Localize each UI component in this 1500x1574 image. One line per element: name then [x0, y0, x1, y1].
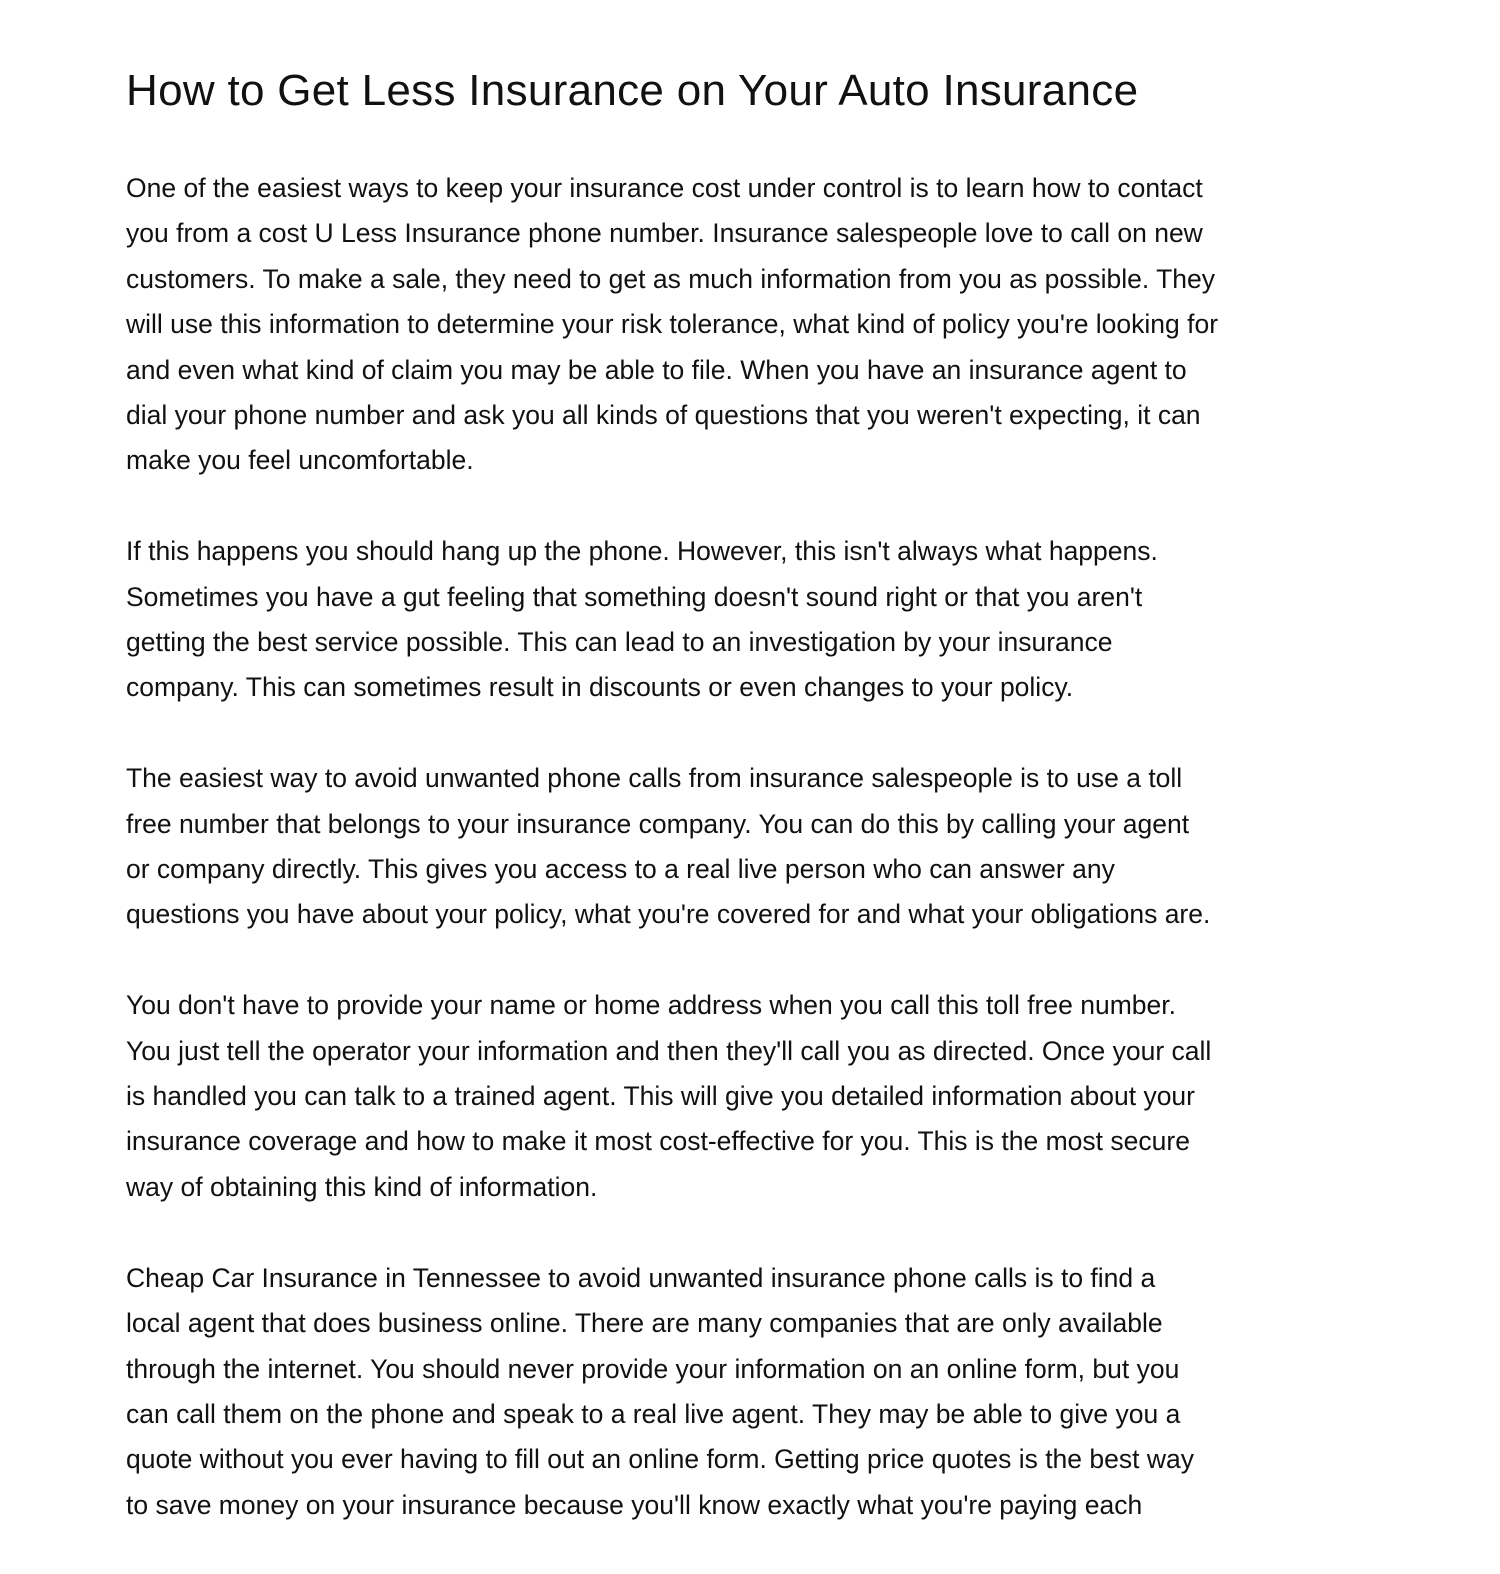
text-line: you from a cost U Less Insurance phone number. Insurance salespeople love to call on new	[126, 218, 1203, 249]
text-line: The easiest way to avoid unwanted phone calls from insurance salespeople is to use a toll	[126, 763, 1183, 794]
paragraph	[126, 756, 1218, 938]
paragraph	[126, 983, 1218, 1210]
text-line: If this happens you should hang up the phone. However, this isn't always what happens.	[126, 536, 1158, 567]
text-line: questions you have about your policy, what you're covered for and what your obligations are.	[126, 899, 1211, 930]
paragraph	[126, 1256, 1218, 1528]
text-line: You don't have to provide your name or home address when you call this toll free number.	[126, 990, 1176, 1021]
text-line: One of the easiest ways to keep your insurance cost under control is to learn how to contact	[126, 173, 1203, 203]
text-line: to save money on your insurance because you'll know exactly what you're paying each	[126, 1489, 1143, 1520]
page-title: How to Get Less Insurance on Your Auto Insurance	[126, 66, 1139, 115]
text-line: is handled you can talk to a trained agent. This will give you detailed information about your	[126, 1081, 1195, 1112]
text-line: local agent that does business online. There are many companies that are only available	[126, 1308, 1163, 1339]
text-line: way of obtaining this kind of information.	[126, 1171, 598, 1202]
text-line: can call them on the phone and speak to a real live agent. They may be able to give you a	[126, 1398, 1181, 1429]
text-line: You just tell the operator your information and then they'll call you as directed. Once your call	[126, 1035, 1212, 1066]
paragraph	[126, 166, 1218, 484]
text-line: Cheap Car Insurance in Tennessee to avoid unwanted insurance phone calls is to find a	[126, 1262, 1156, 1293]
text-line: insurance coverage and how to make it most cost-effective for you. This is the most secure	[126, 1126, 1190, 1157]
text-line: and even what kind of claim you may be able to file. When you have an insurance agent to	[126, 354, 1187, 385]
text-line: Sometimes you have a gut feeling that something doesn't sound right or that you aren't	[126, 581, 1143, 612]
document-body	[126, 166, 1218, 1574]
text-line: quote without you ever having to fill out an online form. Getting price quotes is the best way	[126, 1444, 1194, 1475]
text-line: customers. To make a sale, they need to get as much information from you as possible. They	[126, 263, 1216, 294]
text-line: getting the best service possible. This can lead to an investigation by your insurance	[126, 627, 1113, 658]
text-line: free number that belongs to your insurance company. You can do this by calling your agent	[126, 808, 1190, 839]
paragraph	[126, 529, 1218, 711]
text-line: will use this information to determine your risk tolerance, what kind of policy you're looking for	[126, 309, 1219, 340]
text-line: through the internet. You should never provide your information on an online form, but you	[126, 1353, 1180, 1384]
text-line: or company directly. This gives you access to a real live person who can answer any	[126, 854, 1115, 885]
text-line: company. This can sometimes result in discounts or even changes to your policy.	[126, 672, 1074, 703]
text-line: make you feel uncomfortable.	[126, 445, 474, 476]
text-line: dial your phone number and ask you all kinds of questions that you weren't expecting, it can	[126, 400, 1201, 431]
